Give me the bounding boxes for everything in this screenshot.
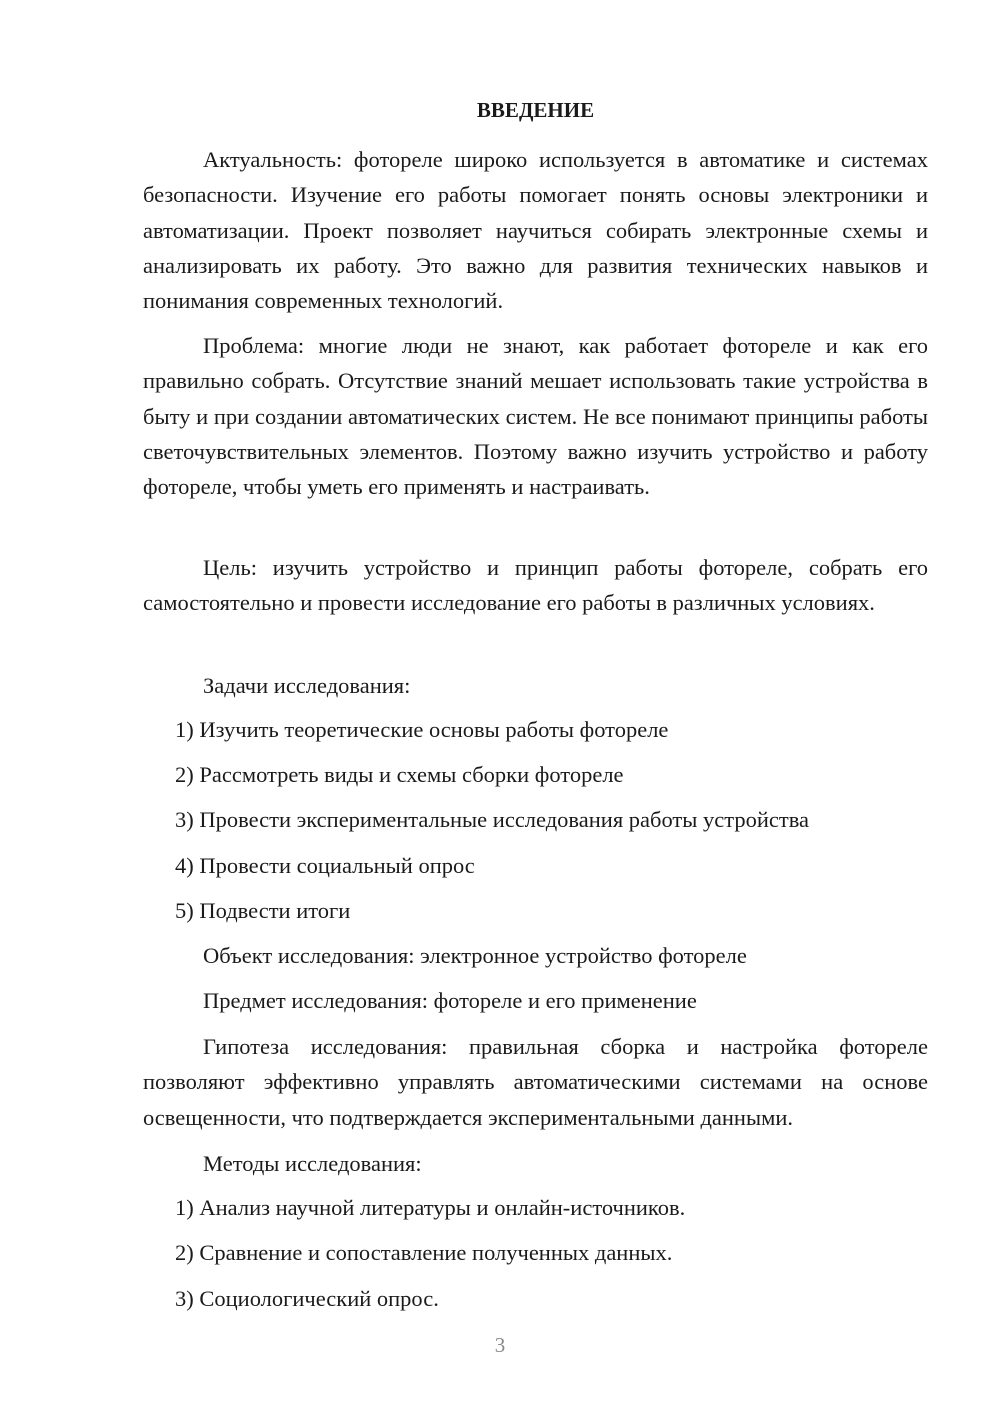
task-item: 1) Изучить теоретические основы работы фотореле [175, 717, 669, 742]
methods-title: Методы исследования: [203, 1151, 422, 1176]
tasks-title: Задачи исследования: [203, 673, 411, 698]
page-number: 3 [494, 1333, 506, 1357]
paragraph-problem: Проблема: многие люди не знают, как работает фотореле и как его правильно собрать. Отсутствие знаний мешает использовать такие устройства в быту и при создании автоматических систем. Не все понимают принципы работы светочувствительных элементов. Поэтому важно изучить устройство и работу фотореле, чтобы уметь его применять и настраивать. [143, 333, 928, 500]
method-item: 1) Анализ научной литературы и онлайн-источников. [175, 1195, 686, 1220]
method-item: 2) Сравнение и сопоставление полученных данных. [175, 1240, 673, 1265]
section-heading: ВВЕДЕНИЕ [476, 98, 595, 122]
research-subject: Предмет исследования: фотореле и его применение [203, 988, 697, 1013]
task-item: 2) Рассмотреть виды и схемы сборки фотореле [175, 762, 624, 787]
task-item: 5) Подвести итоги [175, 898, 351, 923]
method-item: 3) Социологический опрос. [175, 1286, 439, 1311]
paragraph-goal: Цель: изучить устройство и принцип работы фотореле, собрать его самостоятельно и провести исследование его работы в различных условиях. [143, 555, 928, 616]
task-item: 4) Провести социальный опрос [175, 853, 475, 878]
research-object: Объект исследования: электронное устройство фотореле [203, 943, 747, 968]
paragraph-hypothesis: Гипотеза исследования: правильная сборка и настройка фотореле позволяют эффективно управлять автоматическими системами на основе освещенности, что подтверждается экспериментальными данными. [143, 1034, 928, 1130]
task-item: 3) Провести экспериментальные исследования работы устройства [175, 807, 810, 832]
paragraph-relevance: Актуальность: фотореле широко используется в автоматике и системах безопасности. Изучение его работы помогает понять основы электроники и автоматизации. Проект позволяет научиться собирать электронные схемы и анализировать их работу. Это важно для развития технических навыков и понимания современных технологий. [143, 147, 928, 314]
